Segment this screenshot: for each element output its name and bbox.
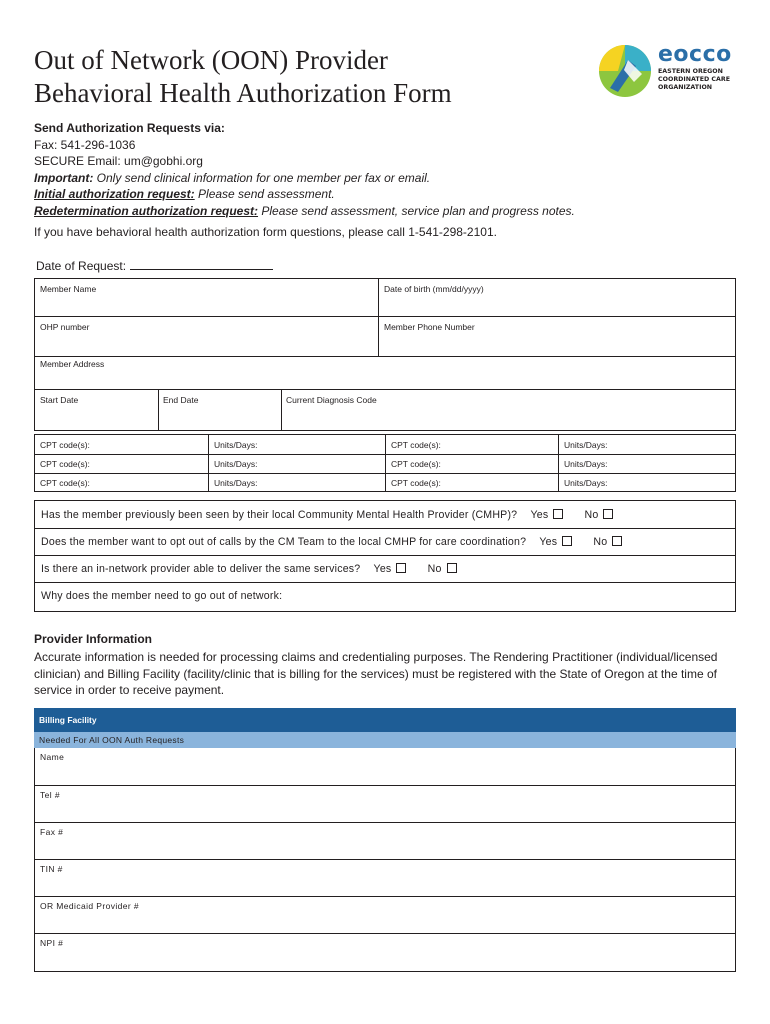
logo-subtitle-line-1: EASTERN OREGON [658,68,723,75]
opt-out-yes-label: Yes [539,536,558,548]
units-days-cell[interactable]: Units/Days: [564,459,608,469]
billing-fax-field[interactable]: Fax # [40,827,64,837]
redetermination-text: Please send assessment, service plan and progress notes. [258,203,575,218]
eocco-logo-wordmark: eocco [658,42,732,67]
in-network-yes-checkbox[interactable] [396,563,406,573]
cmhp-yes-label: Yes [530,509,549,521]
secure-email: SECURE Email: um@gobhi.org [34,154,203,168]
cpt-code-cell[interactable]: CPT code(s): [391,459,441,469]
billing-facility-subheader: Needed For All OON Auth Requests [34,732,736,748]
initial-request-label: Initial authorization request: [34,187,195,201]
initial-request-text: Please send assessment. [194,187,335,201]
cmhp-yes-checkbox[interactable] [553,509,563,519]
end-date-field[interactable]: End Date [163,395,199,405]
units-days-cell[interactable]: Units/Days: [564,478,608,488]
units-days-cell[interactable]: Units/Days: [214,459,258,469]
opt-out-question [41,536,622,548]
cmhp-no-checkbox[interactable] [603,509,613,519]
important-label: Important: [34,170,94,185]
ohp-number-field[interactable]: OHP number [40,322,90,332]
cmhp-question [41,509,613,521]
eocco-logo-emblem [598,44,652,98]
member-info-box [34,278,736,431]
member-questions-box [34,500,736,612]
initial-request-note [34,186,734,203]
units-days-cell[interactable]: Units/Days: [214,478,258,488]
important-note [34,170,734,187]
out-of-network-reason-field[interactable]: Why does the member need to go out of network: [41,590,283,602]
billing-tel-field[interactable]: Tel # [40,790,60,800]
eocco-logo [598,44,743,100]
in-network-no-label: No [427,563,442,575]
form-title-line-2: Behavioral Health Authorization Form [34,78,452,108]
redetermination-note [34,203,734,220]
eocco-logo-subtitle [658,68,748,92]
cpt-code-cell[interactable]: CPT code(s): [40,459,90,469]
instructions-block [34,120,734,241]
cpt-code-cell[interactable]: CPT code(s): [40,478,90,488]
units-days-cell[interactable]: Units/Days: [564,440,608,450]
send-requests-heading: Send Authorization Requests via: [34,121,225,135]
important-text: Only send clinical information for one member per fax or email. [93,170,431,185]
cmhp-no-label: No [584,509,599,521]
cpt-code-cell[interactable]: CPT code(s): [391,440,441,450]
fax-number: Fax: 541-296-1036 [34,137,136,152]
logo-subtitle-line-2: COORDINATED CARE [658,76,731,83]
diagnosis-code-field[interactable]: Current Diagnosis Code [286,395,377,405]
cpt-code-cell[interactable]: CPT code(s): [40,440,90,450]
units-days-cell[interactable]: Units/Days: [214,440,258,450]
in-network-yes-label: Yes [373,563,392,575]
date-of-birth-field[interactable]: Date of birth (mm/dd/yyyy) [384,284,484,294]
billing-facility-header: Billing Facility [34,708,736,732]
redetermination-label: Redetermination authorization request: [34,203,259,218]
billing-facility-box [34,748,736,972]
member-address-field[interactable]: Member Address [40,359,105,369]
billing-name-field[interactable]: Name [40,752,65,762]
in-network-question-text: Is there an in-network provider able to deliver the same services? [41,563,361,575]
member-phone-field[interactable]: Member Phone Number [384,322,475,332]
cpt-codes-table [34,434,736,492]
cpt-code-cell[interactable]: CPT code(s): [391,478,441,488]
opt-out-no-label: No [593,536,608,548]
opt-out-no-checkbox[interactable] [612,536,622,546]
logo-subtitle-line-3: ORGANIZATION [658,84,713,91]
date-of-request-field[interactable] [130,257,273,270]
in-network-no-checkbox[interactable] [447,563,457,573]
start-date-field[interactable]: Start Date [40,395,79,405]
date-of-request [36,257,273,273]
member-name-field[interactable]: Member Name [40,284,97,294]
questions-phone-line: If you have behavioral health authorization form questions, please call 1-541-298-2101. [34,225,497,239]
cmhp-question-text: Has the member previously been seen by their local Community Mental Health Provider (CMHP)? [41,509,518,521]
provider-info-heading: Provider Information [34,632,153,646]
opt-out-question-text: Does the member want to opt out of calls by the CM Team to the local CMHP for care coordination? [41,536,527,548]
billing-npi-field[interactable]: NPI # [40,938,64,948]
date-of-request-label: Date of Request: [36,259,127,273]
form-title-line-1: Out of Network (OON) Provider [34,45,388,75]
form-title [34,44,452,110]
billing-tin-field[interactable]: TIN # [40,864,63,874]
billing-medicaid-provider-field[interactable]: OR Medicaid Provider # [40,901,140,911]
in-network-question [41,563,457,575]
provider-info-text: Accurate information is needed for processing claims and credentialing purposes. The Rendering Practitioner (individual/licensed clinician) and Billing Facility (facility/clinic that is billing for the services) must be registered with the State of Oregon at the time of service in order to receive payment. [34,650,718,697]
opt-out-yes-checkbox[interactable] [562,536,572,546]
